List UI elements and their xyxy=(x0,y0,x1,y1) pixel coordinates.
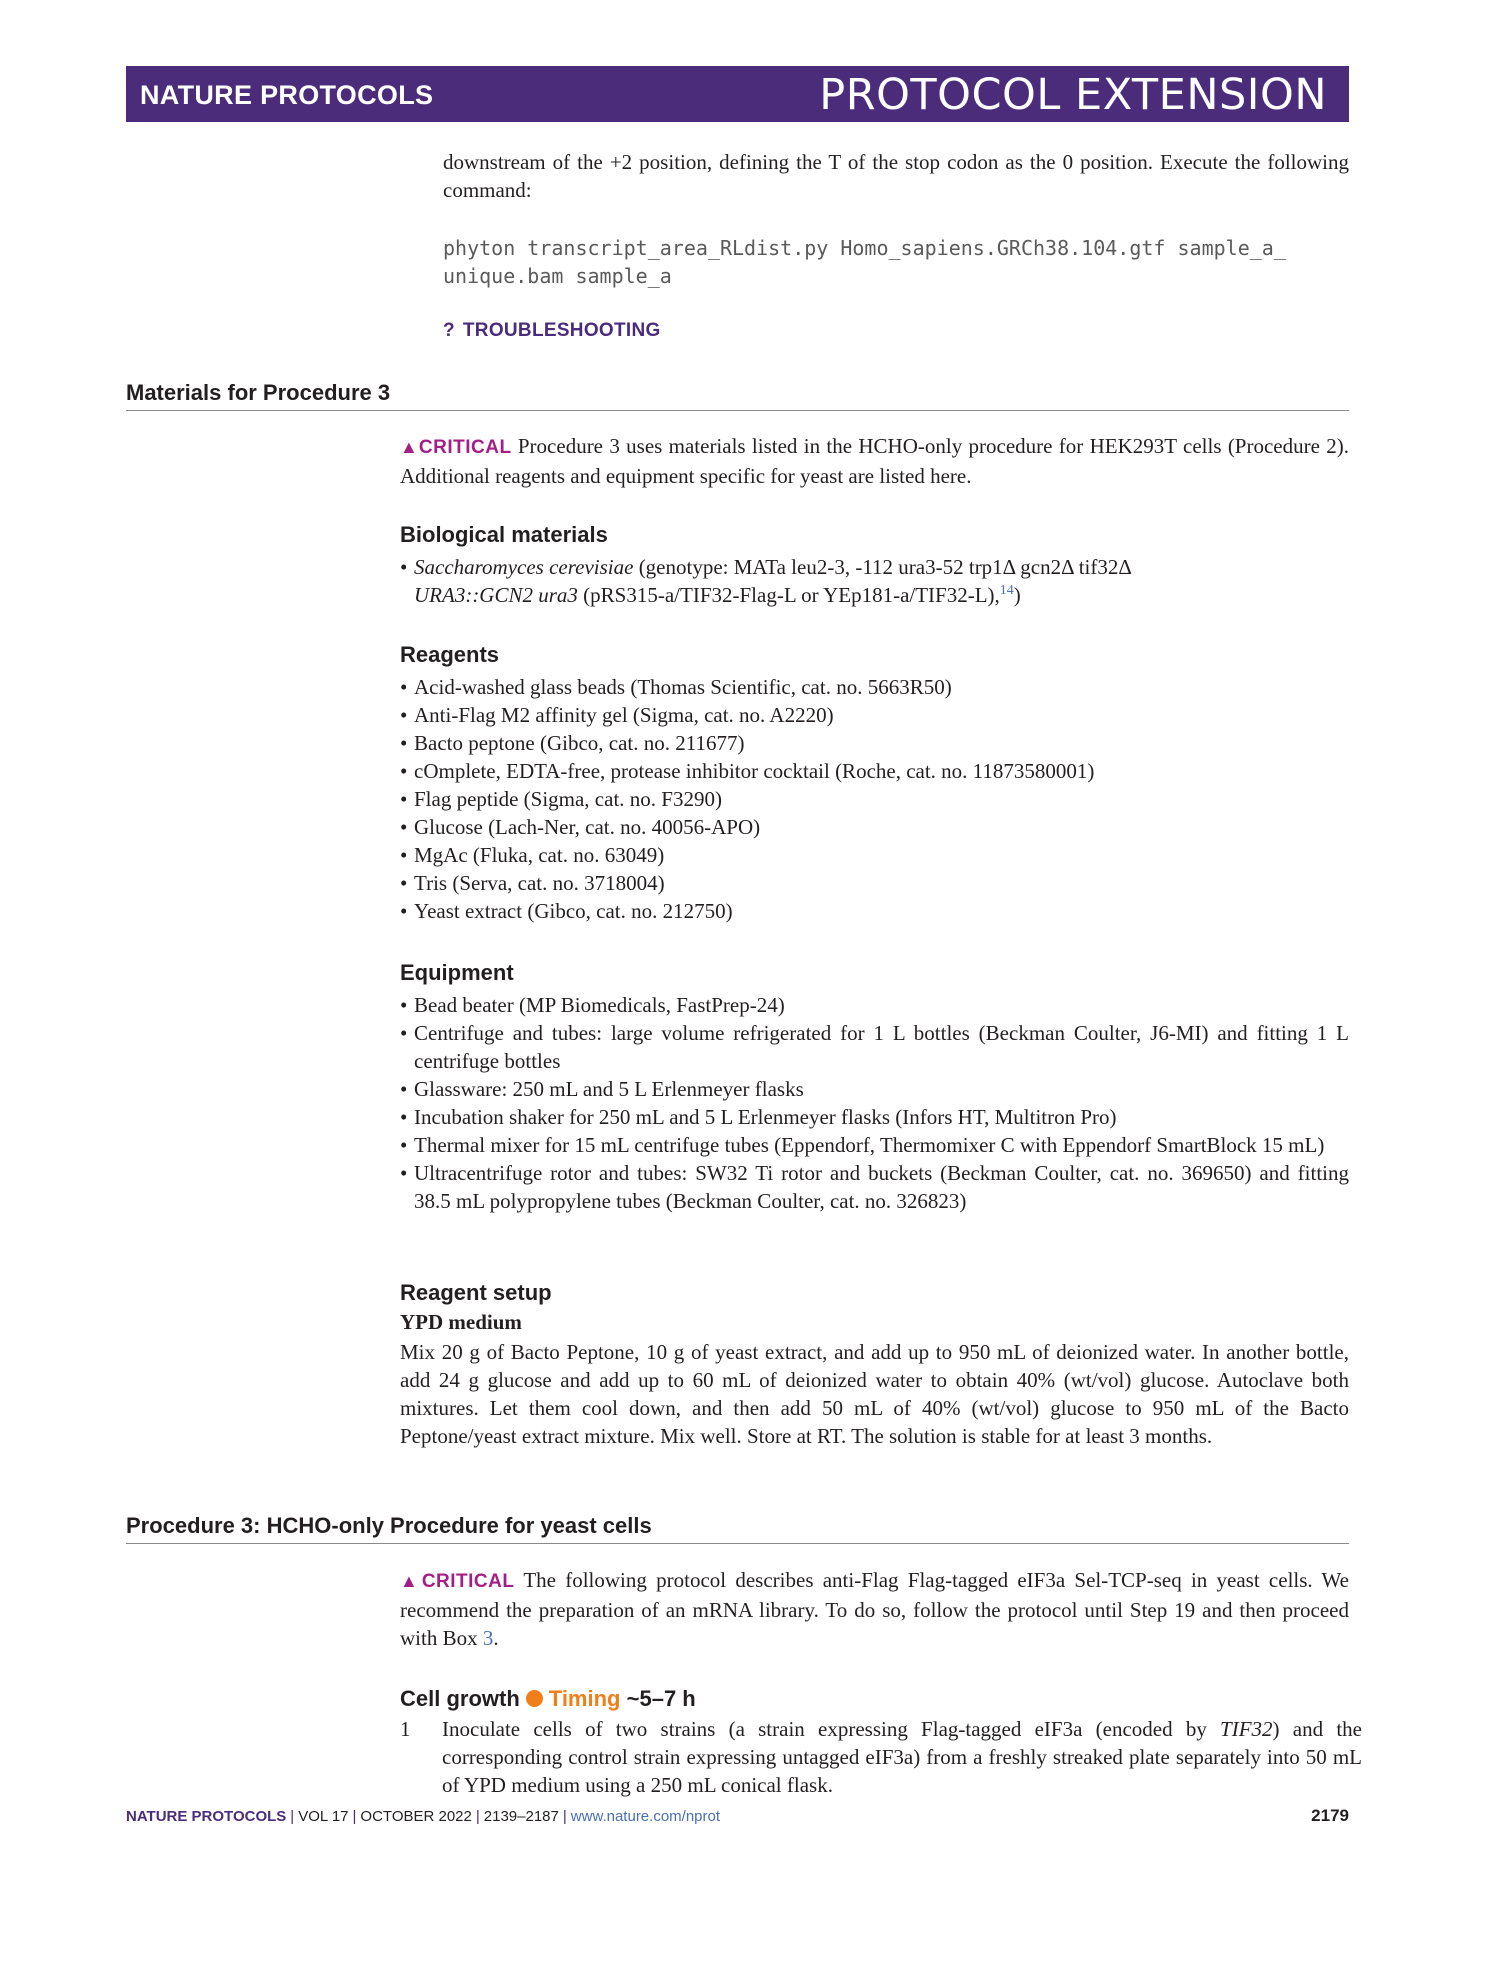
species-name: Saccharomyces cerevisiae xyxy=(414,555,634,579)
timing-label: Timing xyxy=(548,1686,621,1711)
header-banner xyxy=(126,66,1349,122)
list-item: • Saccharomyces cerevisiae (genotype: MATa leu2-3, -112 ura3-52 trp1Δ gcn2Δ tif32Δ URA3::GCN2 ura3 (pRS315-a/TIF32-Flag-L or YEp181-a/TIF32-L),$^{14}$) xyxy=(400,553,1349,609)
timing-clock-icon xyxy=(526,1690,543,1707)
list-item: • Glassware: 250 mL and 5 L Erlenmeyer flasks xyxy=(400,1075,1349,1103)
timing-value: ~5–7 h xyxy=(626,1686,696,1711)
list-item: • Centrifuge and tubes: large volume refrigerated for 1 L bottles (Beckman Coulter, J6-MI) and fitting 1 L centrifuge bottles xyxy=(400,1019,1349,1075)
list-item: • Incubation shaker for 250 mL and 5 L Erlenmeyer flasks (Infors HT, Multitron Pro) xyxy=(400,1103,1349,1131)
list-item: • Anti-Flag M2 affinity gel (Sigma, cat. no. A2220) xyxy=(400,701,1349,729)
critical-text: Procedure 3 uses materials listed in the HCHO-only procedure for HEK293T cells (Procedure 2). Additional reagents and equipment specific for yeast are listed here. xyxy=(400,434,1349,488)
section-title-procedure: Procedure 3: HCHO-only Procedure for yeast cells xyxy=(126,1513,1349,1544)
warning-triangle-icon: ▲ xyxy=(400,437,419,457)
box-link[interactable]: 3 xyxy=(482,1626,494,1650)
step-number: 1 xyxy=(400,1717,411,1741)
step-text: Inoculate cells of two strains (a strain expressing Flag-tagged eIF3a (encoded by TIF32) and the corresponding control strain expressing untagged eIF3a) from a freshly streaked plate separately into 50 mL of YPD medium using a 250 mL conical flask. xyxy=(442,1717,1362,1797)
materials-critical-note xyxy=(400,432,1349,490)
list-item: • Ultracentrifuge rotor and tubes: SW32 Ti rotor and buckets (Beckman Coulter, cat. no. 369650) and fitting 38.5 mL polypropylene tubes (Beckman Coulter, cat. no. 326823) xyxy=(400,1159,1349,1215)
page-footer: NATURE PROTOCOLS | VOL 17 | OCTOBER 2022 | 2139–2187 | www.nature.com/nprot xyxy=(126,1808,721,1825)
subsection-equipment: Equipment xyxy=(400,960,514,985)
reference-link[interactable]: 14 xyxy=(999,583,1014,598)
page-number: 2179 xyxy=(1311,1806,1349,1825)
footer-pages: 2139–2187 xyxy=(483,1808,559,1825)
equipment-list xyxy=(400,991,1349,1215)
list-item: • Tris (Serva, cat. no. 3718004) xyxy=(400,869,1349,897)
procedure-critical-note: ▲CRITICAL The following protocol describes anti-Flag Flag-tagged eIF3a Sel-TCP-seq in yeast cells. We recommend the preparation of an mRNA library. To do so, follow the protocol until Step 19 and then proceed with Box 3. xyxy=(400,1568,1349,1650)
footer-volume: VOL 17 xyxy=(298,1808,349,1825)
reagents-list xyxy=(400,673,1349,925)
list-item: • cOmplete, EDTA-free, protease inhibitor cocktail (Roche, cat. no. 11873580001) xyxy=(400,757,1349,785)
list-item: • Thermal mixer for 15 mL centrifuge tubes (Eppendorf, Thermomixer C with Eppendorf SmartBlock 15 mL) xyxy=(400,1131,1349,1159)
journal-name: NATURE PROTOCOLS xyxy=(140,80,434,110)
ypd-medium-text: Mix 20 g of Bacto Peptone, 10 g of yeast extract, and add up to 950 mL of deionized water. In another bottle, add 24 g glucose and add up to 60 mL of deionized water to obtain 40% (wt/vol) glucose. Autoclave both mixtures. Let them cool down, and then add 50 mL of 40% (wt/vol) glucose to 950 mL of the Bacto Peptone/yeast extract mixture. Mix well. Store at RT. The solution is stable for at least 3 months. xyxy=(400,1340,1349,1448)
troubleshooting-label: TROUBLESHOOTING xyxy=(462,320,661,341)
subsection-biological-materials: Biological materials xyxy=(400,522,608,547)
subsection-reagent-setup: Reagent setup xyxy=(400,1280,552,1305)
intro-paragraph: downstream of the +2 position, defining the T of the stop codon as the 0 position. Execute the following command: xyxy=(443,150,1349,202)
procedure-step-1 xyxy=(400,1715,1362,1805)
list-item: • Yeast extract (Gibco, cat. no. 212750) xyxy=(400,897,1349,925)
list-item: • MgAc (Fluka, cat. no. 63049) xyxy=(400,841,1349,869)
troubleshooting-link[interactable] xyxy=(443,320,661,342)
biological-materials-list xyxy=(400,553,1349,609)
list-item: • Glucose (Lach-Ner, cat. no. 40056-APO) xyxy=(400,813,1349,841)
footer-url[interactable]: www.nature.com/nprot xyxy=(570,1808,721,1825)
critical-label: CRITICAL xyxy=(421,1571,515,1592)
article-type: PROTOCOL EXTENSION xyxy=(819,70,1327,120)
list-item: • Bacto peptone (Gibco, cat. no. 211677) xyxy=(400,729,1349,757)
ypd-medium-title: YPD medium xyxy=(400,1310,522,1334)
list-item: • Flag peptide (Sigma, cat. no. F3290) xyxy=(400,785,1349,813)
command-line-2: unique.bam sample_a xyxy=(443,264,672,288)
list-item: • Bead beater (MP Biomedicals, FastPrep-24) xyxy=(400,991,1349,1019)
command-line-1: phyton transcript_area_RLdist.py Homo_sapiens.GRCh38.104.gtf sample_a_ xyxy=(443,236,1286,260)
subsection-reagents: Reagents xyxy=(400,642,500,667)
question-icon: ? xyxy=(443,320,455,341)
warning-triangle-icon: ▲ xyxy=(400,1571,422,1591)
subsection-cell-growth: Cell growth Timing ~5–7 h xyxy=(400,1686,696,1711)
critical-label: CRITICAL xyxy=(418,437,512,458)
section-title-materials: Materials for Procedure 3 xyxy=(126,380,1349,411)
list-item: • Acid-washed glass beads (Thomas Scientific, cat. no. 5663R50) xyxy=(400,673,1349,701)
footer-journal: NATURE PROTOCOLS xyxy=(126,1808,287,1825)
footer-date: OCTOBER 2022 xyxy=(360,1808,472,1825)
